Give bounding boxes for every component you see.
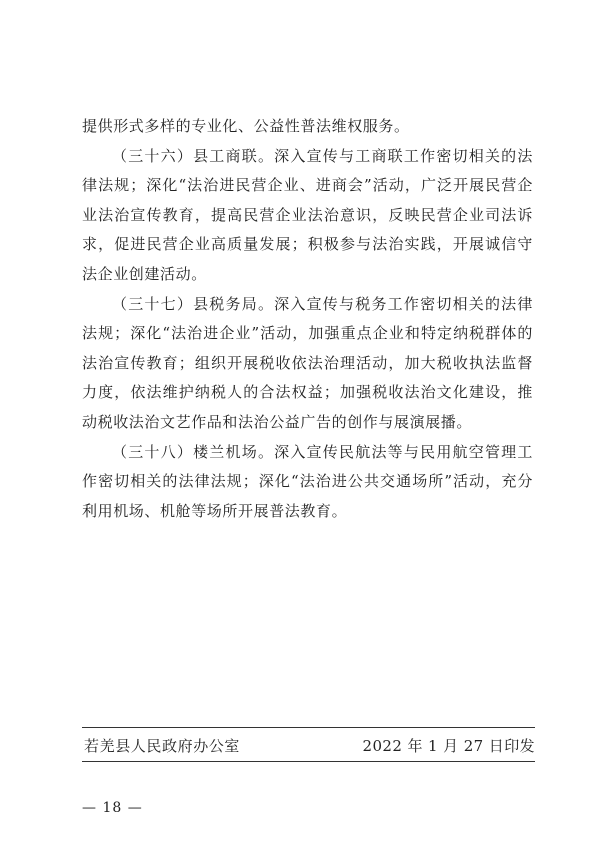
footer-bottom-rule [82,761,535,762]
footer-top-rule [82,727,535,728]
page-number: — 18 — [82,800,143,816]
paragraph-county-tax-bureau: （三十七）县税务局。深入宣传与税务工作密切相关的法律法规；深化“法治进企业”活动，加强重点企业和特定纳税群体的法治宣传教育；组织开展税收依法治理活动，加大税收执法监督力度，依法维护纳税人的合法权益；加强税收法治文化建设，推动税收法治文艺作品和法治公益广告的创作与展演展播。 [82,294,533,431]
paragraph-loulan-airport: （三十八）楼兰机场。深入宣传民航法等与民用航空管理工作密切相关的法律法规；深化“法治进公共交通场所”活动，充分利用机场、机舱等场所开展普法教育。 [82,442,533,520]
issuing-office: 若羌县人民政府办公室 [84,737,241,755]
paragraph-county-federation-of-industry: （三十六）县工商联。深入宣传与工商联工作密切相关的法律法规；深化“法治进民营企业、进商会”活动，广泛开展民营企业法治宣传教育，提高民营企业法治意识，反映民营企业司法诉求，促进民营企业高质量发展；积极参与法治实践，开展诚信守法企业创建活动。 [82,146,533,283]
issue-date: 2022 年 1 月 27 日印发 [362,737,535,755]
body-text [82,112,533,526]
paragraph-continuation: 提供形式多样的专业化、公益性普法维权服务。 [82,117,410,135]
